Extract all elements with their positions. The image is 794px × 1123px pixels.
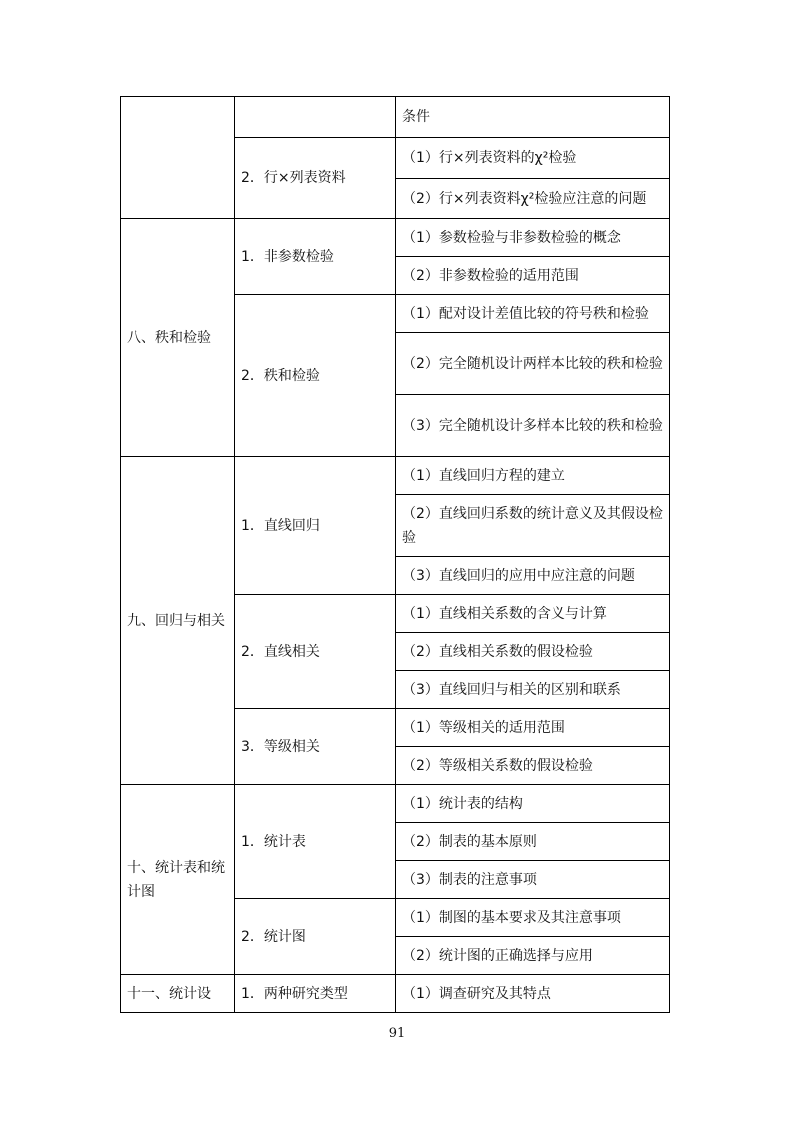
item-cell: （2）直线回归系数的统计意义及其假设检验 <box>396 495 670 557</box>
item-cell: （1）配对设计差值比较的符号秩和检验 <box>396 295 670 333</box>
item-cell: （1）直线回归方程的建立 <box>396 457 670 495</box>
table-row <box>121 975 670 1013</box>
page-number: 91 <box>388 1026 406 1041</box>
subtopic-cell: 1．两种研究类型 <box>235 975 396 1013</box>
item-cell: （1）制图的基本要求及其注意事项 <box>396 899 670 937</box>
subtopic-cell: 2．直线相关 <box>235 595 396 709</box>
subtopic-cell: 1．直线回归 <box>235 457 396 595</box>
item-cell: （1）行×列表资料的χ²检验 <box>396 138 670 179</box>
table-row <box>121 457 670 495</box>
item-cell: （3）完全随机设计多样本比较的秩和检验 <box>396 395 670 457</box>
item-cell: （1）调查研究及其特点 <box>396 975 670 1013</box>
item-cell: （2）行×列表资料χ²检验应注意的问题 <box>396 179 670 219</box>
item-cell: （2）制表的基本原则 <box>396 823 670 861</box>
table-row <box>121 785 670 823</box>
topic-cell: 九、回归与相关 <box>121 457 235 785</box>
item-cell: （3）直线回归的应用中应注意的问题 <box>396 557 670 595</box>
subtopic-cell: 1．非参数检验 <box>235 219 396 295</box>
item-cell: （3）直线回归与相关的区别和联系 <box>396 671 670 709</box>
item-cell: （2）直线相关系数的假设检验 <box>396 633 670 671</box>
topic-cell <box>121 97 235 219</box>
item-cell: （1）等级相关的适用范围 <box>396 709 670 747</box>
topic-cell: 八、秩和检验 <box>121 219 235 457</box>
item-cell: （3）制表的注意事项 <box>396 861 670 899</box>
item-cell: （2）完全随机设计两样本比较的秩和检验 <box>396 333 670 395</box>
item-cell: （2）非参数检验的适用范围 <box>396 257 670 295</box>
subtopic-cell: 2．行×列表资料 <box>235 138 396 219</box>
table-row <box>121 97 670 138</box>
syllabus-table <box>120 96 670 1013</box>
table-row <box>121 219 670 257</box>
item-cell: （2）等级相关系数的假设检验 <box>396 747 670 785</box>
subtopic-cell <box>235 97 396 138</box>
item-cell: （1）统计表的结构 <box>396 785 670 823</box>
item-cell: （2）统计图的正确选择与应用 <box>396 937 670 975</box>
topic-cell: 十一、统计设 <box>121 975 235 1013</box>
subtopic-cell: 2．统计图 <box>235 899 396 975</box>
subtopic-cell: 2．秩和检验 <box>235 295 396 457</box>
item-cell: （1）直线相关系数的含义与计算 <box>396 595 670 633</box>
topic-cell: 十、统计表和统计图 <box>121 785 235 975</box>
subtopic-cell: 3．等级相关 <box>235 709 396 785</box>
subtopic-cell: 1．统计表 <box>235 785 396 899</box>
item-cell: 条件 <box>396 97 670 138</box>
item-cell: （1）参数检验与非参数检验的概念 <box>396 219 670 257</box>
